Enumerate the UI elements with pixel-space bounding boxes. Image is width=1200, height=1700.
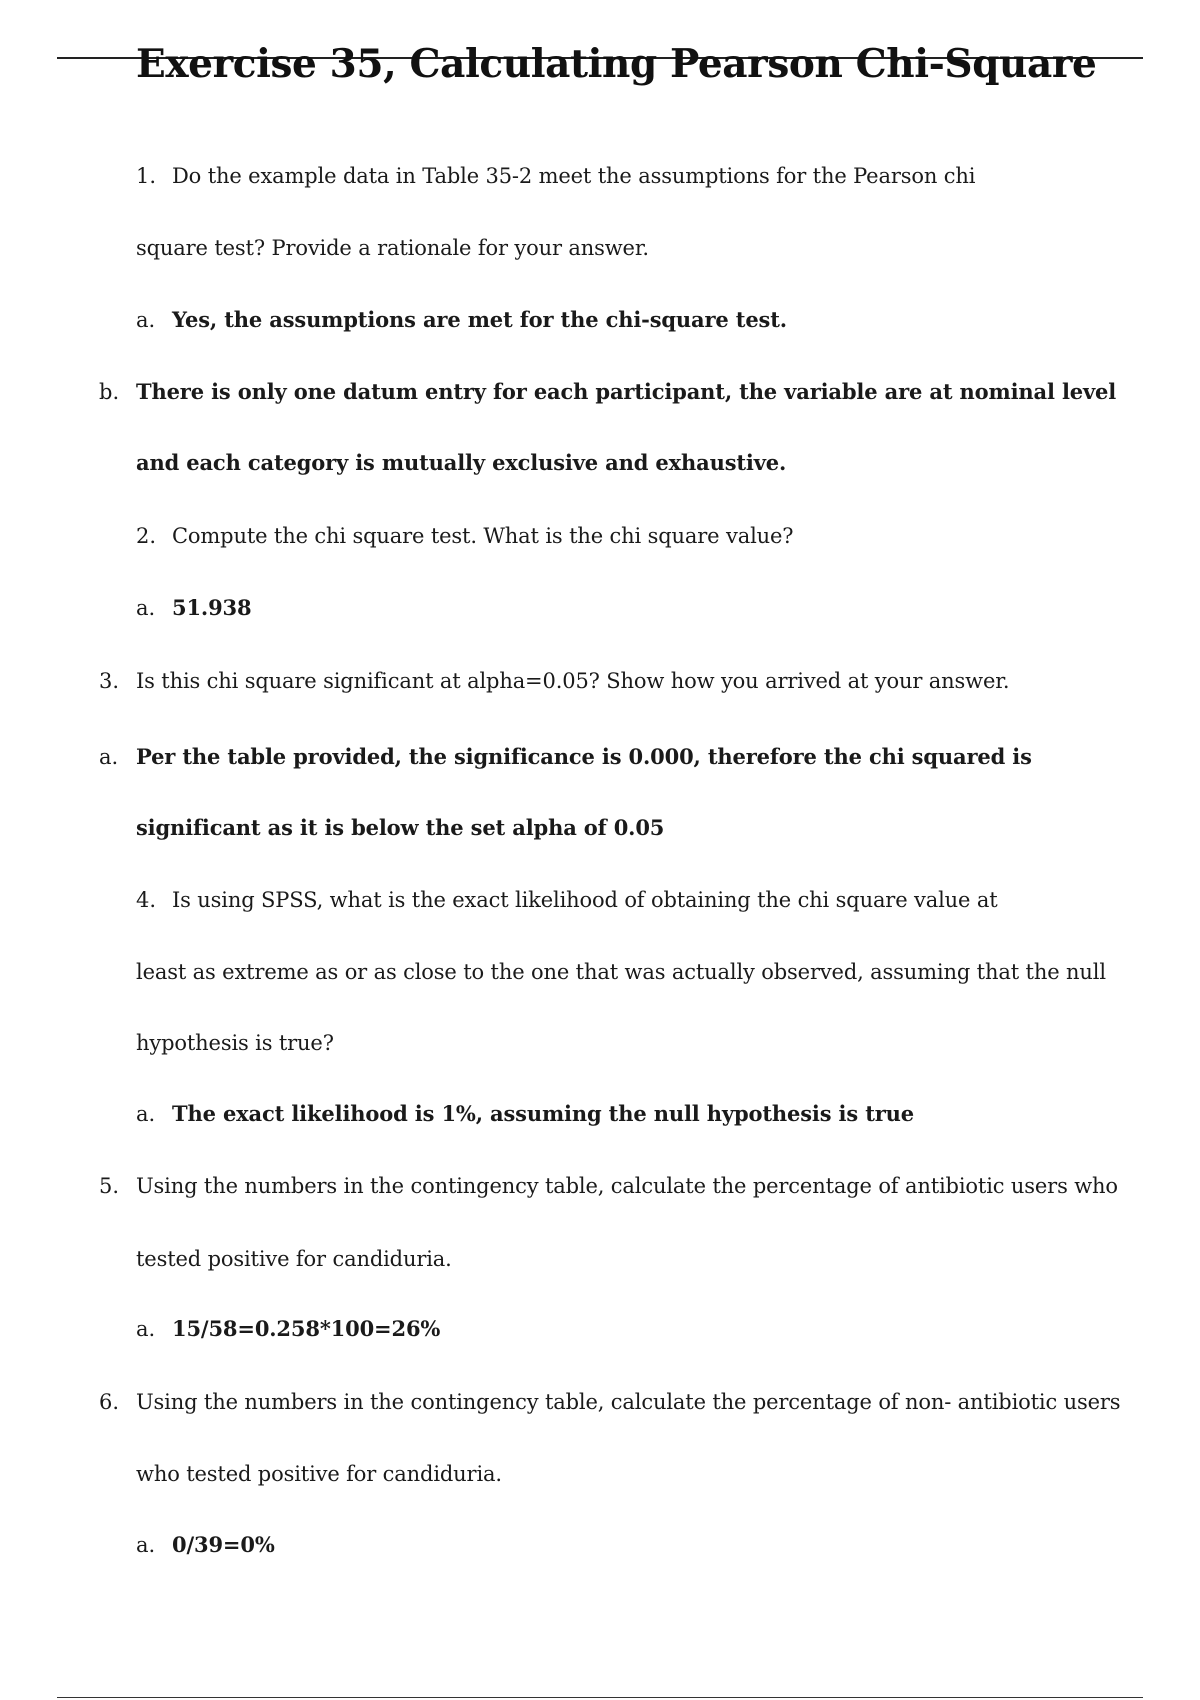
question-2-text: Compute the chi square test. What is the chi square value? [172,524,794,548]
question-4-text-line-1: Is using SPSS, what is the exact likelihood of obtaining the chi square value at [172,888,998,912]
answer-6a-text: 0/39=0% [172,1532,275,1557]
answer-1b-text-line-2: and each category is mutually exclusive and exhaustive. [136,450,787,475]
question-1-number: 1. [136,164,157,188]
answer-4a-marker: a. [136,1102,156,1126]
question-4-number: 4. [136,888,157,912]
question-6-text-line-1: Using the numbers in the contingency table, calculate the percentage of non- antibiotic users [136,1390,1121,1414]
answer-3a-text-line-1: Per the table provided, the significance is 0.000, therefore the chi squared is [136,744,1032,769]
question-5-text-line-2: tested positive for candiduria. [136,1247,452,1271]
answer-6a-marker: a. [136,1533,156,1557]
question-3-number: 3. [99,669,120,693]
answer-1a-marker: a. [136,308,156,332]
answer-2a-text: 51.938 [172,595,252,620]
answer-3a-marker: a. [99,745,119,769]
question-6-number: 6. [99,1390,120,1414]
answer-1a-text: Yes, the assumptions are met for the chi-square test. [172,307,787,332]
answer-4a-text: The exact likelihood is 1%, assuming the null hypothesis is true [172,1101,915,1126]
question-1-text-line-1: Do the example data in Table 35-2 meet the assumptions for the Pearson chi [172,164,976,188]
answer-1b-text-line-1: There is only one datum entry for each participant, the variable are at nominal level [136,379,1117,404]
footer-rule [57,1697,1143,1698]
question-4-text-line-3: hypothesis is true? [136,1031,334,1055]
answer-3a-text-line-2: significant as it is below the set alpha of 0.05 [136,815,665,840]
answer-2a-marker: a. [136,596,156,620]
question-5-number: 5. [99,1174,120,1198]
answer-5a-text: 15/58=0.258*100=26% [172,1316,441,1341]
page-title: Exercise 35, Calculating Pearson Chi-Square [136,41,1097,87]
question-1-text-line-2: square test? Provide a rationale for your answer. [136,236,649,260]
question-4-text-line-2: least as extreme as or as close to the one that was actually observed, assuming that the null [136,960,1106,984]
answer-5a-marker: a. [136,1317,156,1341]
answer-1b-marker: b. [99,380,120,404]
question-3-text: Is this chi square significant at alpha=0.05? Show how you arrived at your answer. [136,669,1010,693]
question-6-text-line-2: who tested positive for candiduria. [136,1462,502,1486]
question-5-text-line-1: Using the numbers in the contingency table, calculate the percentage of antibiotic users who [136,1174,1118,1198]
question-2-number: 2. [136,524,157,548]
